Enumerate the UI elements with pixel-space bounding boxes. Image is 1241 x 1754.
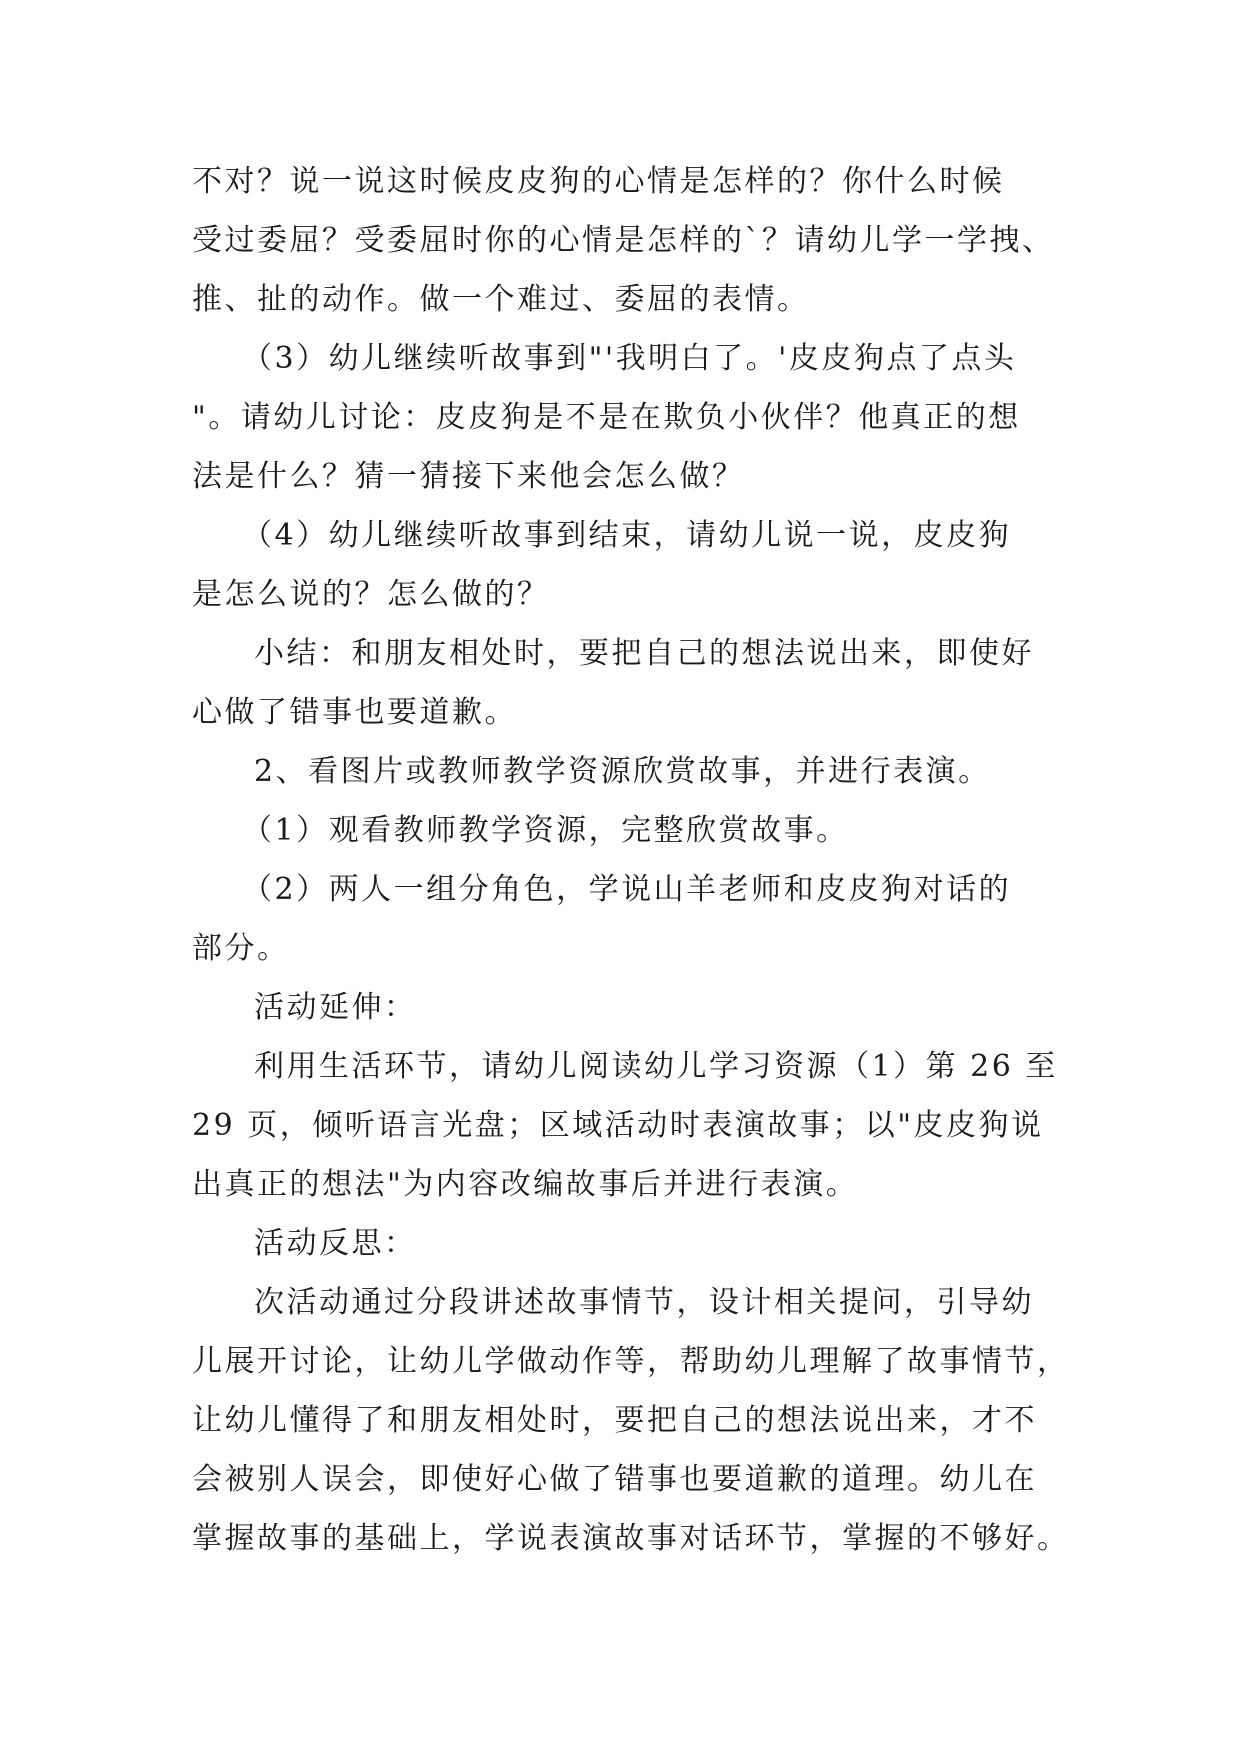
text-line: 让幼儿懂得了和朋友相处时，要把自己的想法说出来，才不 xyxy=(192,1403,1037,1438)
text-line: 次活动通过分段讲述故事情节，设计相关提问，引导幼 xyxy=(254,1285,1034,1320)
text-line: 会被别人误会，即使好心做了错事也要道歉的道理。幼儿在 xyxy=(192,1462,1037,1497)
text-line: 29 页，倾听语言光盘；区域活动时表演故事；以"皮皮狗说 xyxy=(192,1108,1044,1143)
text-line: 是怎么说的？怎么做的？ xyxy=(192,577,550,612)
text-line: 推、扯的动作。做一个难过、委屈的表情。 xyxy=(192,282,810,317)
text-line: 出真正的想法"为内容改编故事后并进行表演。 xyxy=(192,1167,859,1202)
text-line: （4）幼儿继续听故事到结束，请幼儿说一说，皮皮狗 xyxy=(242,518,1012,553)
body-text xyxy=(192,152,1092,1568)
text-line: 心做了错事也要道歉。 xyxy=(192,695,517,730)
text-line: 掌握故事的基础上，学说表演故事对话环节，掌握的不够好。 xyxy=(192,1521,1070,1556)
text-line: 儿展开讨论，让幼儿学做动作等，帮助幼儿理解了故事情节， xyxy=(192,1344,1070,1379)
text-line: 部分。 xyxy=(192,931,290,966)
text-line: 法是什么？猜一猜接下来他会怎么做？ xyxy=(192,459,745,494)
text-line: （1）观看教师教学资源，完整欣赏故事。 xyxy=(242,813,849,848)
text-line: 2、看图片或教师教学资源欣赏故事，并进行表演。 xyxy=(254,754,991,789)
text-line: 小结：和朋友相处时，要把自己的想法说出来，即使好 xyxy=(254,636,1034,671)
section-heading: 活动反思： xyxy=(254,1226,417,1261)
text-line: （3）幼儿继续听故事到"'我明白了。'皮皮狗点了点头 xyxy=(242,341,1017,376)
text-line: （2）两人一组分角色，学说山羊老师和皮皮狗对话的 xyxy=(242,872,1012,907)
section-heading: 活动延伸： xyxy=(254,990,417,1025)
text-line: 利用生活环节，请幼儿阅读幼儿学习资源（1）第 26 至 xyxy=(254,1049,1058,1084)
text-line: 受过委屈？受委屈时你的心情是怎样的`？请幼儿学一学拽、 xyxy=(192,223,1055,258)
text-line: 不对？说一说这时候皮皮狗的心情是怎样的？你什么时候 xyxy=(192,164,1005,199)
text-line: "。请幼儿讨论：皮皮狗是不是在欺负小伙伴？他真正的想 xyxy=(192,400,1021,435)
